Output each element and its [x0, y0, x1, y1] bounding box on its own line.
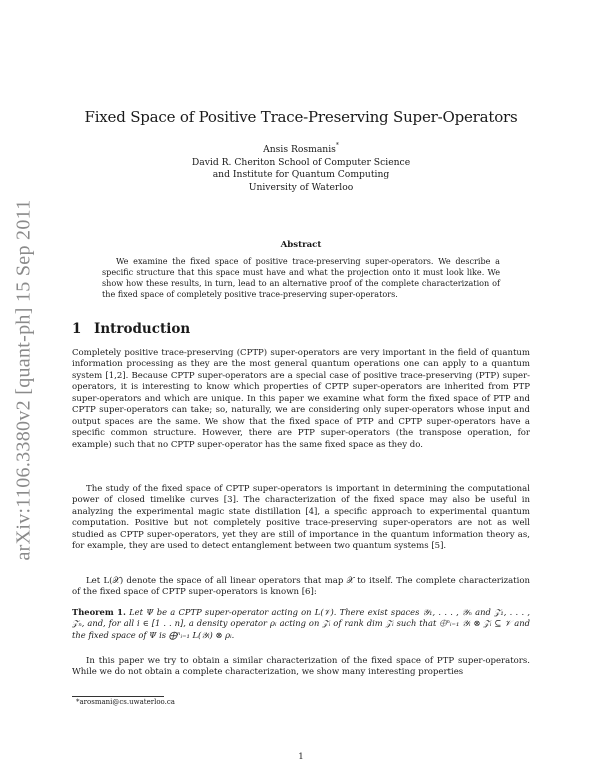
- section-heading: [72, 321, 190, 337]
- affiliation-line: and Institute for Quantum Computing: [212, 169, 390, 180]
- paper-title: Fixed Space of Positive Trace-Preserving Super-Operators: [84, 108, 518, 126]
- theorem-1: [72, 607, 530, 641]
- affiliation-line: David R. Cheriton School of Computer Science: [191, 156, 411, 168]
- arxiv-identifier: arXiv:1106.3380v2 [quant-ph] 15 Sep 2011: [12, 199, 35, 561]
- footnote-rule: [72, 696, 164, 697]
- intro-paragraph-2: The study of the fixed space of CPTP super-operators is important in determining the computational power of closed timelike curves [3]. The characterization of the fixed space may also be useful in analyzing the experimental magic state distillation [4], a specific approach to experimental quantum computation. Positive but not completely positive trace-preserving super-operators are not as well studied as CPTP super-operators, yet they are still of importance in the quantum information theory as, for example, they are used to detect entanglement between two quantum systems [5].: [72, 484, 530, 552]
- intro-paragraph-3: Let L(𝒳) denote the space of all linear operators that map 𝒳 to itself. The complete characterization of the fixed space of CPTP super-operators is known [6]:: [72, 576, 530, 598]
- page-number: 1: [298, 752, 304, 762]
- abstract-text: We examine the fixed space of positive trace-preserving super-operators. We describe a specific structure that this space must have and what the projection onto it must look like. We show how these results, in turn, lead to an alternative proof of the complete characterization of the fixed space of completely positive trace-preserving super-operators.: [102, 256, 500, 300]
- theorem-statement: Let Ψ be a CPTP super-operator acting on L(𝒱). There exist spaces 𝒴₁, . . . , 𝒴ₙ and 𝒵₁, . . . , 𝒵ₙ, and, for all i ∈ [1 . . n], a density operator ρᵢ acting on 𝒵ᵢ of rank dim 𝒵ᵢ such that ⨁ⁿᵢ₌₁ 𝒴ᵢ ⊗ 𝒵ᵢ ⊆ 𝒱 and the fixed space of Ψ is ⨁ⁿᵢ₌₁ L(𝒴ᵢ) ⊗ ρᵢ.: [72, 607, 530, 640]
- theorem-label: Theorem 1.: [72, 607, 126, 617]
- arxiv-sidebar: [4, 180, 44, 580]
- footnote-email: *arosmani@cs.uwaterloo.ca: [76, 698, 175, 706]
- affiliation-line: University of Waterloo: [248, 181, 354, 193]
- section-title: Introduction: [94, 321, 191, 337]
- abstract-heading: Abstract: [280, 240, 322, 250]
- closing-paragraph: In this paper we try to obtain a similar characterization of the fixed space of PTP super-operators. While we do not obtain a complete characterization, we show many interesting properties: [72, 656, 530, 678]
- author-block: [72, 144, 530, 194]
- intro-paragraph-1: Completely positive trace-preserving (CPTP) super-operators are very important in the field of quantum information processing as they are the most general quantum operations one can apply to a quantum system [1,2]. Because CPTP super-operators are a special case of positive trace-preserving (PTP) super-operators, it is interesting to know which properties of CPTP super-operators are inherited from PTP super-operators and which are unique. In this paper we examine what form the fixed space of PTP and CPTP super-operators can take; so, naturally, we are considering only super-operators whose input and output spaces are the same. We show that the fixed space of PTP and CPTP super-operators have a specific common structure. However, there are PTP super-operators (the transpose operation, for example) such that no CPTP super-operator has the same fixed space as they do.: [72, 348, 530, 450]
- section-number: 1: [72, 321, 82, 337]
- author-footnote-mark: *: [335, 142, 339, 149]
- author-name: Ansis Rosmanis*: [263, 142, 339, 155]
